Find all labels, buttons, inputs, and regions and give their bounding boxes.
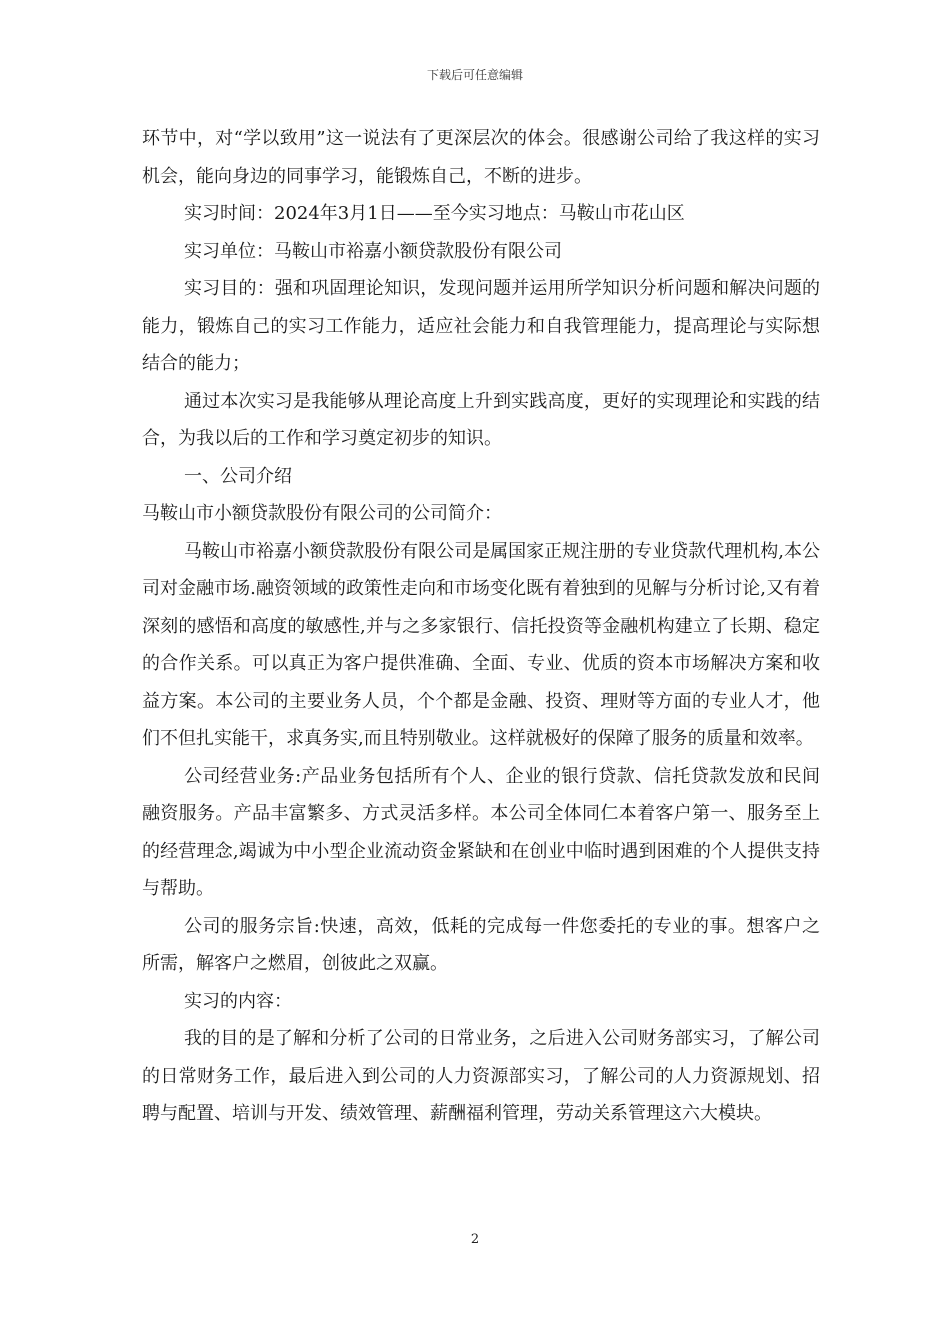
header-note: 下载后可任意编辑	[426, 68, 523, 82]
paragraph: 实习目的：强和巩固理论知识，发现问题并运用所学知识分析问题和解决问题的能力，锻炼自己的实习工作能力，适应社会能力和自我管理能力，提高理论与实际想结合的能力；	[142, 278, 820, 374]
paragraph: 实习时间：2024年3月1日——至今实习地点：马鞍山市花山区	[184, 203, 685, 224]
paragraph: 环节中，对“学以致用”这一说法有了更深层次的体会。很感谢公司给了我这样的实习机会，能向身边的同事学习，能锻炼自己，不断的进步。	[142, 128, 820, 187]
document-body	[142, 120, 820, 1133]
paragraph: 公司的服务宗旨:快速，高效，低耗的完成每一件您委托的专业的事。想客户之所需，解客户之燃眉，创彼此之双赢。	[142, 915, 820, 974]
paragraph: 实习单位：马鞍山市裕嘉小额贷款股份有限公司	[184, 240, 562, 262]
paragraph: 通过本次实习是我能够从理论高度上升到实践高度，更好的实现理论和实践的结合，为我以后的工作和学习奠定初步的知识。	[142, 390, 820, 449]
paragraph: 实习的内容：	[184, 990, 292, 1012]
paragraph: 马鞍山市小额贷款股份有限公司的公司简介：	[142, 503, 502, 524]
paragraph: 我的目的是了解和分析了公司的日常业务，之后进入公司财务部实习，了解公司的日常财务工作，最后进入到公司的人力资源部实习，了解公司的人力资源规划、招聘与配置、培训与开发、绩效管理、薪酬福利管理，劳动关系管理这六大模块。	[142, 1028, 820, 1124]
paragraph: 公司经营业务:产品业务包括所有个人、企业的银行贷款、信托贷款发放和民间融资服务。产品丰富繁多、方式灵活多样。本公司全体同仁本着客户第一、服务至上的经营理念,竭诚为中小型企业流动资金紧缺和在创业中临时遇到困难的个人提供支持与帮助。	[142, 765, 820, 899]
section-heading: 一、公司介绍	[184, 465, 292, 487]
page-number: 2	[470, 1232, 480, 1247]
paragraph: 马鞍山市裕嘉小额贷款股份有限公司是属国家正规注册的专业贷款代理机构,本公司对金融市场.融资领域的政策性走向和市场变化既有着独到的见解与分析讨论,又有着深刻的感悟和高度的敏感性,并与之多家银行、信托投资等金融机构建立了长期、稳定的合作关系。可以真正为客户提供准确、全面、专业、优质的资本市场解决方案和收益方案。本公司的主要业务人员，个个都是金融、投资、理财等方面的专业人才，他们不但扎实能干，求真务实,而且特别敬业。这样就极好的保障了服务的质量和效率。	[142, 540, 820, 749]
